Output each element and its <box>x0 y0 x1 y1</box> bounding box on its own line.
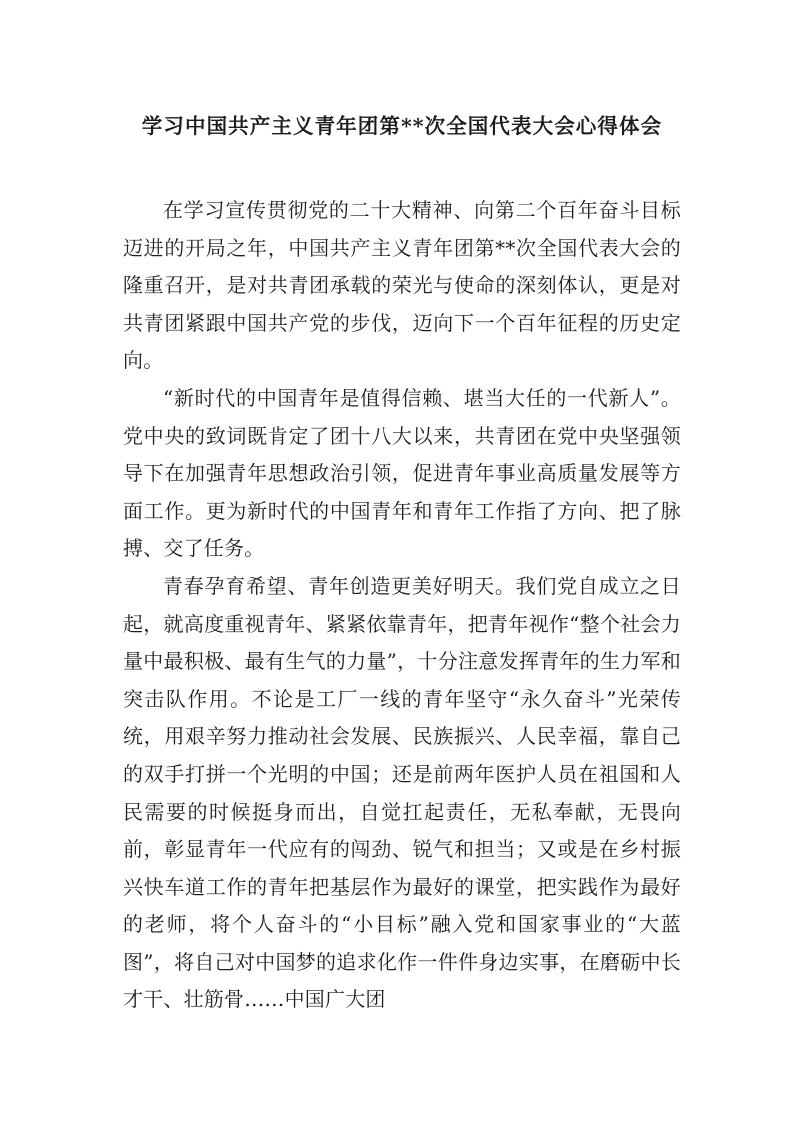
body-paragraph-3: 青春孕育希望、青年创造更美好明天。我们党自成立之日起，就高度重视青年、紧紧依靠青年，把青年视作“整个社会力量中最积极、最有生气的力量”，十分注意发挥青年的生力军和突击队作用。不论是工厂一线的青年坚守“永久奋斗”光荣传统，用艰辛努力推动社会发展、民族振兴、人民幸福，靠自己的双手打拼一个光明的中国；还是前两年医护人员在祖国和人民需要的时候挺身而出，自觉扛起责任，无私奉献，无畏向前，彰显青年一代应有的闯劲、锐气和担当；又或是在乡村振兴快车道工作的青年把基层作为最好的课堂，把实践作为最好的老师，将个人奋斗的“小目标”融入党和国家事业的“大蓝图”，将自己对中国梦的追求化作一件件身边实事，在磨砺中长才干、壮筋骨……中国广大团 <box>123 573 681 1012</box>
title-spacer <box>123 145 681 192</box>
body-paragraph-1: 在学习宣传贯彻党的二十大精神、向第二个百年奋斗目标迈进的开局之年，中国共产主义青年团第**次全国代表大会的隆重召开，是对共青团承载的荣光与使命的深刻体认，更是对共青团紧跟中国共产党的步伐，迈向下一个百年征程的历史定向。 <box>123 198 681 373</box>
document-body <box>123 0 681 1019</box>
body-paragraph-2: “新时代的中国青年是值得信赖、堪当大任的一代新人”。党中央的致词既肯定了团十八大以来，共青团在党中央坚强领导下在加强青年思想政治引领，促进青年事业高质量发展等方面工作。更为新时代的中国青年和青年工作指了方向、把了脉搏、交了任务。 <box>123 385 681 561</box>
document-title: 学习中国共产主义青年团第**次全国代表大会心得体会 <box>141 114 663 138</box>
